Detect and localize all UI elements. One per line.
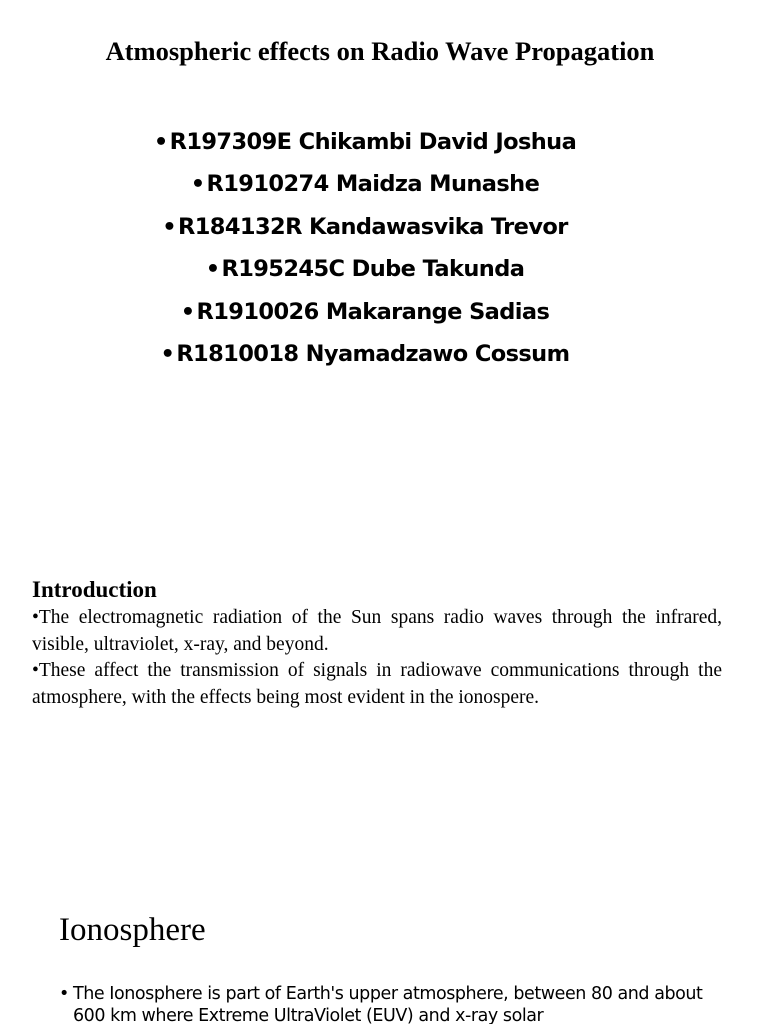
author-item: • R1910026 Makarange Sadias	[0, 291, 730, 333]
author-item: • R195245C Dube Takunda	[0, 248, 730, 290]
presentation-title: Atmospheric effects on Radio Wave Propagation	[105, 36, 655, 66]
introduction-slide	[0, 560, 768, 890]
author-item: • R1910274 Maidza Munashe	[0, 163, 730, 205]
introduction-paragraph: • These affect the transmission of signals in radiowave communications through the atmosphere, with the effects being most evident in the ionospere.	[32, 658, 722, 711]
introduction-paragraph: • The electromagnetic radiation of the Sun spans radio waves through the infrared, visible, ultraviolet, x-ray, and beyond.	[32, 605, 722, 658]
ionosphere-slide	[0, 890, 768, 1024]
author-list	[0, 121, 730, 375]
ionosphere-bullet: • The Ionosphere is part of Earth's upper atmosphere, between 80 and about 600 km where Extreme UltraViolet (EUV) and x-ray solar	[59, 984, 719, 1024]
ionosphere-bullet-list	[59, 984, 719, 1024]
author-item: • R1810018 Nyamadzawo Cossum	[0, 333, 730, 375]
author-item: • R197309E Chikambi David Joshua	[0, 121, 730, 163]
introduction-heading: Introduction	[32, 577, 157, 602]
introduction-body	[32, 605, 722, 711]
author-item: • R184132R Kandawasvika Trevor	[0, 206, 730, 248]
ionosphere-heading: Ionosphere	[59, 912, 206, 948]
